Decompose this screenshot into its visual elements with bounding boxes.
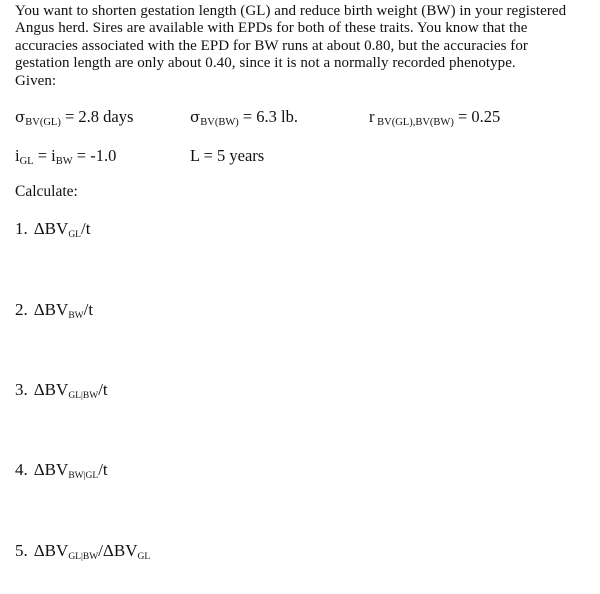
question-delta-bv: ΔBV (33, 541, 69, 560)
intensity-value: = -1.0 (72, 146, 117, 165)
question-number: 1. (15, 219, 28, 238)
given-intensity (15, 146, 116, 167)
problem-statement (15, 3, 590, 90)
question-delta-bv: ΔBV (33, 460, 69, 479)
correlation-subscript: BV(GL),BV(BW) (374, 117, 454, 128)
question-4 (15, 460, 108, 481)
sigma-gl-subscript: BV(GL) (25, 117, 61, 128)
question-denominator-subscript: GL (137, 552, 151, 562)
problem-line-2: Angus herd. Sires are available with EPDs for both of these traits. You know that the (15, 20, 528, 37)
calculate-label: Calculate: (15, 183, 78, 200)
question-number: 3. (15, 380, 28, 399)
correlation-value: = 0.25 (453, 107, 501, 126)
question-suffix: /t (80, 219, 91, 238)
question-subscript: GL|BW (68, 552, 99, 562)
problem-line-4: gestation length are only about 0.40, since it is not a normally recorded phenotype. (15, 55, 516, 72)
intensity-gl-subscript: GL (19, 156, 34, 167)
sigma-bw-value: = 6.3 lb. (238, 107, 299, 126)
sigma-gl-value: = 2.8 days (60, 107, 134, 126)
problem-line-1: You want to shorten gestation length (GL) and reduce birth weight (BW) in your registered (15, 3, 567, 19)
question-delta-bv: ΔBV (33, 219, 69, 238)
given-sigma-bw (190, 107, 298, 128)
question-2 (15, 300, 93, 321)
question-suffix: / (98, 541, 103, 560)
sigma-symbol: σ (15, 108, 26, 126)
intensity-equals: = i (33, 146, 56, 165)
question-subscript: BW|GL (68, 471, 99, 481)
question-suffix: /t (83, 300, 94, 319)
question-delta-bv: ΔBV (33, 300, 69, 319)
intensity-symbol-gl: i (15, 146, 20, 165)
sigma-bw-subscript: BV(BW) (200, 117, 239, 128)
question-number: 4. (15, 460, 28, 479)
problem-line-3: accuracies associated with the EPD for BW runs at about 0.80, but the accuracies for (15, 37, 528, 54)
question-number: 5. (15, 541, 28, 560)
question-1 (15, 219, 90, 240)
generation-interval-text: L = 5 years (190, 146, 265, 165)
question-denominator-delta-bv: ΔBV (102, 541, 138, 560)
question-subscript: BW (68, 311, 84, 321)
intensity-bw-subscript: BW (55, 156, 73, 167)
question-suffix: /t (98, 460, 108, 479)
question-number: 2. (15, 300, 28, 319)
correlation-symbol: r (369, 107, 375, 126)
given-label: Given: (15, 72, 57, 89)
question-5 (15, 541, 150, 562)
given-generation-interval (190, 146, 264, 166)
given-sigma-gl (15, 107, 133, 128)
sigma-symbol: σ (190, 108, 201, 126)
question-subscript: GL (68, 230, 81, 240)
question-subscript: GL|BW (68, 391, 99, 401)
question-delta-bv: ΔBV (33, 380, 69, 399)
question-3 (15, 380, 108, 401)
given-correlation (369, 107, 500, 128)
question-suffix: /t (98, 380, 108, 399)
